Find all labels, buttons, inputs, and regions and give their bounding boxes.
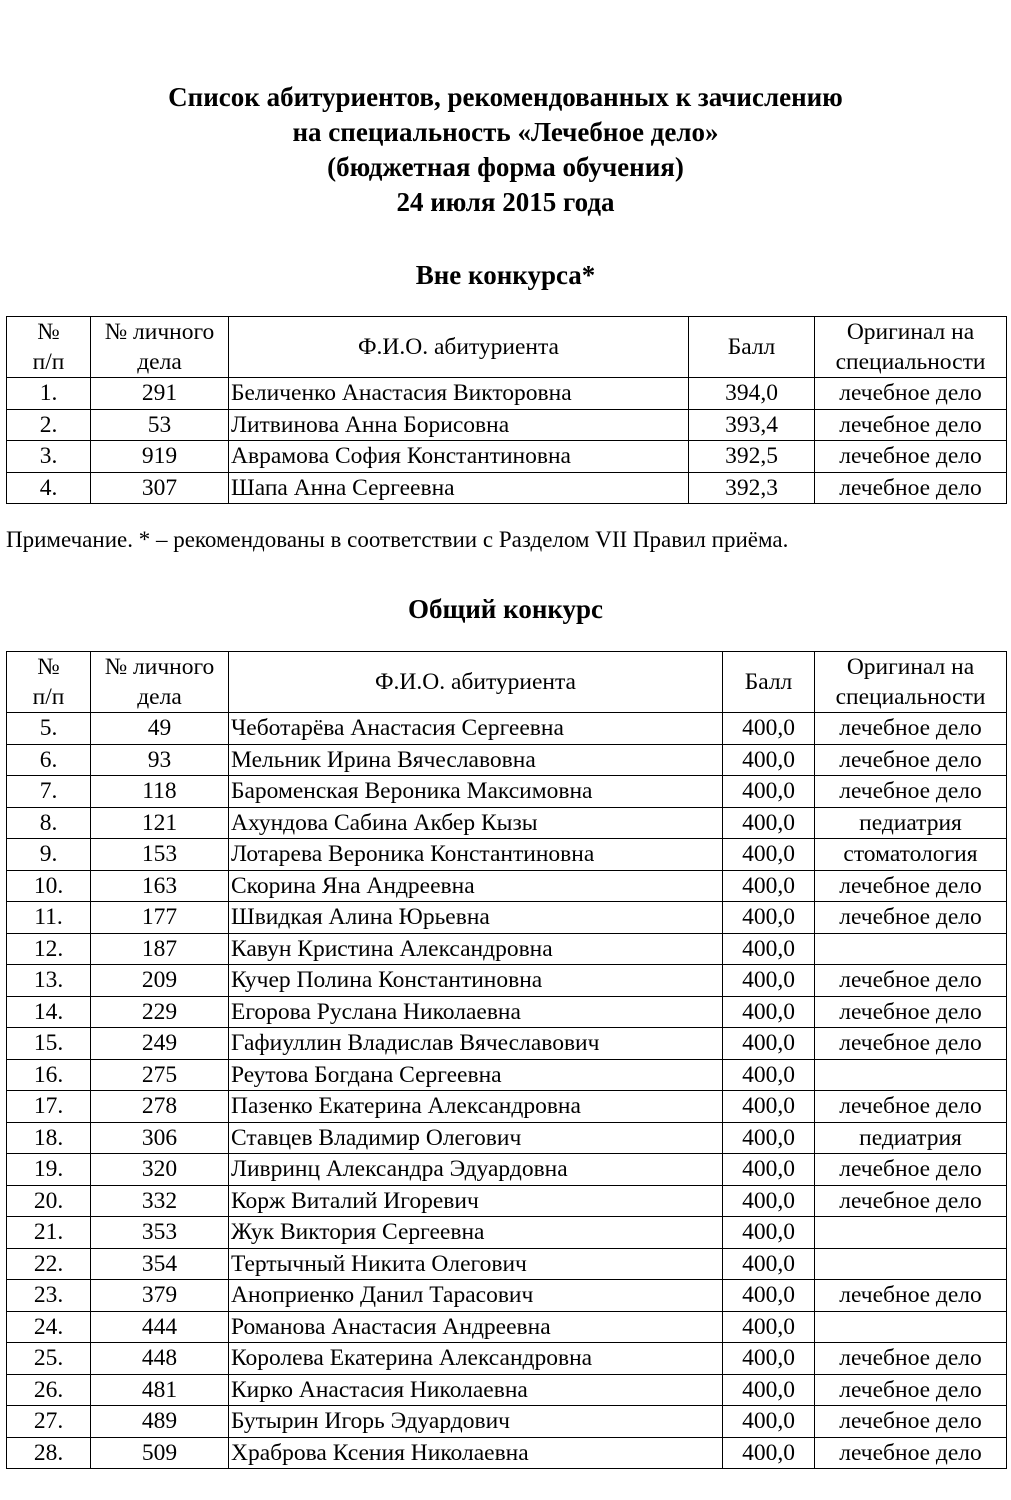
table-row <box>7 1343 1007 1375</box>
score: 400,0 <box>723 1374 815 1406</box>
out-of-competition-table <box>6 316 1007 504</box>
applicant-name: Литвинова Анна Борисовна <box>229 409 689 441</box>
score: 392,3 <box>689 472 815 504</box>
table-row <box>7 1122 1007 1154</box>
applicant-name: Лотарева Вероника Константиновна <box>229 839 723 871</box>
applicant-name: Кирко Анастасия Николаевна <box>229 1374 723 1406</box>
score: 400,0 <box>723 744 815 776</box>
score: 400,0 <box>723 1059 815 1091</box>
score: 400,0 <box>723 1217 815 1249</box>
table-header-row <box>7 652 1007 713</box>
case-number: 306 <box>91 1122 229 1154</box>
section-heading-general-competition: Общий конкурс <box>407 594 604 624</box>
case-number: 249 <box>91 1028 229 1060</box>
original-specialty: лечебное дело <box>815 1154 1007 1186</box>
row-number: 18. <box>7 1122 91 1154</box>
row-number: 19. <box>7 1154 91 1186</box>
row-number: 16. <box>7 1059 91 1091</box>
table-row <box>7 1091 1007 1123</box>
original-specialty: лечебное дело <box>815 1437 1007 1469</box>
original-specialty <box>815 1217 1007 1249</box>
table-row <box>7 472 1007 504</box>
title-line-1: Список абитуриентов, рекомендованных к зачислению <box>168 82 843 112</box>
table-row <box>7 713 1007 745</box>
original-specialty: лечебное дело <box>815 870 1007 902</box>
row-number: 24. <box>7 1311 91 1343</box>
table-row <box>7 441 1007 473</box>
original-specialty: лечебное дело <box>815 1374 1007 1406</box>
original-specialty: лечебное дело <box>815 965 1007 997</box>
case-number: 209 <box>91 965 229 997</box>
original-specialty: лечебное дело <box>815 776 1007 808</box>
table-row <box>7 1217 1007 1249</box>
case-number: 275 <box>91 1059 229 1091</box>
row-number: 10. <box>7 870 91 902</box>
score: 400,0 <box>723 1028 815 1060</box>
title-date: 24 июля 2015 года <box>396 187 615 217</box>
table-row <box>7 1406 1007 1438</box>
row-number: 12. <box>7 933 91 965</box>
applicant-name: Ставцев Владимир Олегович <box>229 1122 723 1154</box>
row-number: 23. <box>7 1280 91 1312</box>
original-specialty: лечебное дело <box>815 1343 1007 1375</box>
case-number: 481 <box>91 1374 229 1406</box>
table-row <box>7 744 1007 776</box>
score: 400,0 <box>723 1406 815 1438</box>
score: 400,0 <box>723 1185 815 1217</box>
case-number: 489 <box>91 1406 229 1438</box>
original-specialty: лечебное дело <box>815 1406 1007 1438</box>
table-row <box>7 409 1007 441</box>
score: 400,0 <box>723 1091 815 1123</box>
score: 400,0 <box>723 933 815 965</box>
general-competition-table <box>6 651 1007 1469</box>
row-number: 28. <box>7 1437 91 1469</box>
case-number: 93 <box>91 744 229 776</box>
case-number: 509 <box>91 1437 229 1469</box>
table-row <box>7 1185 1007 1217</box>
applicant-name: Аноприенко Данил Тарасович <box>229 1280 723 1312</box>
row-number: 6. <box>7 744 91 776</box>
document-title <box>0 80 1011 220</box>
table-row <box>7 1311 1007 1343</box>
header-num: № п/п <box>7 317 91 378</box>
score: 400,0 <box>723 965 815 997</box>
header-name: Ф.И.О. абитуриента <box>229 652 723 713</box>
header-name: Ф.И.О. абитуриента <box>229 317 689 378</box>
score: 400,0 <box>723 1437 815 1469</box>
original-specialty: педиатрия <box>815 807 1007 839</box>
table-row <box>7 1154 1007 1186</box>
section-heading-out-of-competition: Вне конкурса* <box>415 260 596 290</box>
row-number: 25. <box>7 1343 91 1375</box>
table-row <box>7 902 1007 934</box>
applicant-name: Храброва Ксения Николаевна <box>229 1437 723 1469</box>
row-number: 7. <box>7 776 91 808</box>
original-specialty: лечебное дело <box>815 1185 1007 1217</box>
score: 400,0 <box>723 1248 815 1280</box>
applicant-name: Бароменская Вероника Максимовна <box>229 776 723 808</box>
applicant-name: Жук Виктория Сергеевна <box>229 1217 723 1249</box>
score: 400,0 <box>723 1154 815 1186</box>
original-specialty: стоматология <box>815 839 1007 871</box>
row-number: 17. <box>7 1091 91 1123</box>
table-row <box>7 1437 1007 1469</box>
score: 400,0 <box>723 1343 815 1375</box>
table-row <box>7 965 1007 997</box>
table-row <box>7 933 1007 965</box>
applicant-name: Мельник Ирина Вячеславовна <box>229 744 723 776</box>
row-number: 9. <box>7 839 91 871</box>
score: 400,0 <box>723 1122 815 1154</box>
score: 400,0 <box>723 870 815 902</box>
header-num: № п/п <box>7 652 91 713</box>
applicant-name: Корж Виталий Игоревич <box>229 1185 723 1217</box>
table-row <box>7 839 1007 871</box>
case-number: 320 <box>91 1154 229 1186</box>
score: 392,5 <box>689 441 815 473</box>
case-number: 229 <box>91 996 229 1028</box>
table-row <box>7 776 1007 808</box>
original-specialty: лечебное дело <box>815 744 1007 776</box>
original-specialty <box>815 1059 1007 1091</box>
row-number: 2. <box>7 409 91 441</box>
original-specialty: лечебное дело <box>815 713 1007 745</box>
case-number: 353 <box>91 1217 229 1249</box>
table-row <box>7 996 1007 1028</box>
table-row <box>7 378 1007 410</box>
original-specialty: лечебное дело <box>815 902 1007 934</box>
case-number: 919 <box>91 441 229 473</box>
case-number: 444 <box>91 1311 229 1343</box>
row-number: 3. <box>7 441 91 473</box>
table-row <box>7 1374 1007 1406</box>
applicant-name: Егорова Руслана Николаевна <box>229 996 723 1028</box>
case-number: 291 <box>91 378 229 410</box>
applicant-name: Гафиуллин Владислав Вячеславович <box>229 1028 723 1060</box>
case-number: 448 <box>91 1343 229 1375</box>
applicant-name: Бутырин Игорь Эдуардович <box>229 1406 723 1438</box>
applicant-name: Королева Екатерина Александровна <box>229 1343 723 1375</box>
score: 400,0 <box>723 839 815 871</box>
table-row <box>7 870 1007 902</box>
table-header-row <box>7 317 1007 378</box>
applicant-name: Аврамова София Константиновна <box>229 441 689 473</box>
applicant-name: Романова Анастасия Андреевна <box>229 1311 723 1343</box>
case-number: 121 <box>91 807 229 839</box>
original-specialty <box>815 1311 1007 1343</box>
case-number: 118 <box>91 776 229 808</box>
case-number: 163 <box>91 870 229 902</box>
original-specialty: лечебное дело <box>815 409 1007 441</box>
original-specialty: лечебное дело <box>815 1028 1007 1060</box>
row-number: 1. <box>7 378 91 410</box>
title-line-2: на специальность «Лечебное дело» <box>292 117 719 147</box>
row-number: 8. <box>7 807 91 839</box>
applicant-name: Чеботарёва Анастасия Сергеевна <box>229 713 723 745</box>
table-row <box>7 1248 1007 1280</box>
case-number: 187 <box>91 933 229 965</box>
applicant-name: Пазенко Екатерина Александровна <box>229 1091 723 1123</box>
applicant-name: Швидкая Алина Юрьевна <box>229 902 723 934</box>
score: 400,0 <box>723 1311 815 1343</box>
header-original: Оригинал на специальности <box>815 317 1007 378</box>
row-number: 14. <box>7 996 91 1028</box>
table-row <box>7 1059 1007 1091</box>
applicant-name: Ливринц Александра Эдуардовна <box>229 1154 723 1186</box>
score: 400,0 <box>723 713 815 745</box>
row-number: 13. <box>7 965 91 997</box>
row-number: 15. <box>7 1028 91 1060</box>
case-number: 379 <box>91 1280 229 1312</box>
applicant-name: Шапа Анна Сергеевна <box>229 472 689 504</box>
case-number: 153 <box>91 839 229 871</box>
case-number: 278 <box>91 1091 229 1123</box>
score: 400,0 <box>723 1280 815 1312</box>
original-specialty: лечебное дело <box>815 378 1007 410</box>
score: 400,0 <box>723 996 815 1028</box>
row-number: 22. <box>7 1248 91 1280</box>
score: 400,0 <box>723 776 815 808</box>
case-number: 49 <box>91 713 229 745</box>
header-case: № личного дела <box>91 317 229 378</box>
case-number: 177 <box>91 902 229 934</box>
header-case: № личного дела <box>91 652 229 713</box>
header-score: Балл <box>723 652 815 713</box>
original-specialty: лечебное дело <box>815 441 1007 473</box>
original-specialty: лечебное дело <box>815 996 1007 1028</box>
applicant-name: Скорина Яна Андреевна <box>229 870 723 902</box>
original-specialty <box>815 1248 1007 1280</box>
case-number: 332 <box>91 1185 229 1217</box>
score: 400,0 <box>723 807 815 839</box>
footnote: Примечание. * – рекомендованы в соответствии с Разделом VII Правил приёма. <box>6 527 789 552</box>
header-original: Оригинал на специальности <box>815 652 1007 713</box>
original-specialty: педиатрия <box>815 1122 1007 1154</box>
score: 394,0 <box>689 378 815 410</box>
case-number: 53 <box>91 409 229 441</box>
case-number: 354 <box>91 1248 229 1280</box>
table-row <box>7 1028 1007 1060</box>
title-line-3: (бюджетная форма обучения) <box>327 152 684 182</box>
original-specialty <box>815 933 1007 965</box>
row-number: 11. <box>7 902 91 934</box>
applicant-name: Кавун Кристина Александровна <box>229 933 723 965</box>
score: 393,4 <box>689 409 815 441</box>
applicant-name: Кучер Полина Константиновна <box>229 965 723 997</box>
applicant-name: Ахундова Сабина Акбер Кызы <box>229 807 723 839</box>
row-number: 26. <box>7 1374 91 1406</box>
applicant-name: Беличенко Анастасия Викторовна <box>229 378 689 410</box>
original-specialty: лечебное дело <box>815 472 1007 504</box>
applicant-name: Реутова Богдана Сергеевна <box>229 1059 723 1091</box>
applicant-name: Тертычный Никита Олегович <box>229 1248 723 1280</box>
row-number: 27. <box>7 1406 91 1438</box>
row-number: 20. <box>7 1185 91 1217</box>
row-number: 4. <box>7 472 91 504</box>
score: 400,0 <box>723 902 815 934</box>
row-number: 5. <box>7 713 91 745</box>
table-row <box>7 1280 1007 1312</box>
case-number: 307 <box>91 472 229 504</box>
original-specialty: лечебное дело <box>815 1091 1007 1123</box>
row-number: 21. <box>7 1217 91 1249</box>
header-score: Балл <box>689 317 815 378</box>
table-row <box>7 807 1007 839</box>
original-specialty: лечебное дело <box>815 1280 1007 1312</box>
